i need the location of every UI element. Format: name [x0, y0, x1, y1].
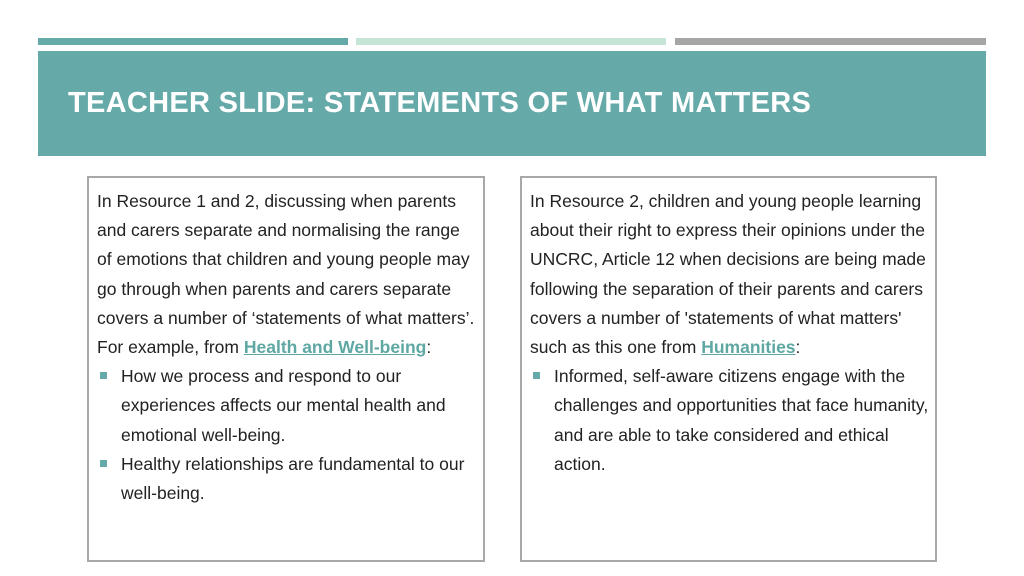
left-intro-text: In Resource 1 and 2, discussing when parents and carers separate and normalising the range of emotions that children and young people may go through when parents and carers separate covers a number of ‘statements of what matters’. For example, from	[97, 191, 475, 358]
left-bullet-item-2: Healthy relationships are fundamental to our well-being.	[97, 450, 477, 508]
right-bullet-item-1: Informed, self-aware citizens engage with the challenges and opportunities that face humanity, and are able to take considered and ethical action.	[530, 362, 929, 479]
title-band	[38, 51, 986, 156]
health-wellbeing-link[interactable]: Health and Well-being	[243, 337, 427, 358]
left-text-box	[87, 176, 485, 562]
slide-title: TEACHER SLIDE: STATEMENTS OF WHAT MATTERS	[68, 87, 812, 119]
right-text-box	[520, 176, 937, 562]
right-bullet-list	[530, 362, 929, 479]
right-intro-paragraph	[530, 187, 929, 362]
left-bullet-list	[97, 362, 477, 508]
right-intro-text: In Resource 2, children and young people learning about their right to express their opinions under the UNCRC, Article 12 when decisions are being made following the separation of their parents and carers covers a number of 'statements of what matters' such as this one from	[530, 191, 926, 358]
accent-bar-teal	[38, 38, 348, 45]
accent-bar-mint	[356, 38, 666, 45]
left-bullet-item-1: How we process and respond to our experiences affects our mental health and emotional well-being.	[97, 362, 477, 450]
right-link-colon: :	[795, 337, 801, 358]
left-link-colon: :	[426, 337, 432, 358]
left-intro-paragraph	[97, 187, 477, 362]
humanities-link[interactable]: Humanities	[701, 337, 796, 358]
accent-bar-grey	[675, 38, 986, 45]
